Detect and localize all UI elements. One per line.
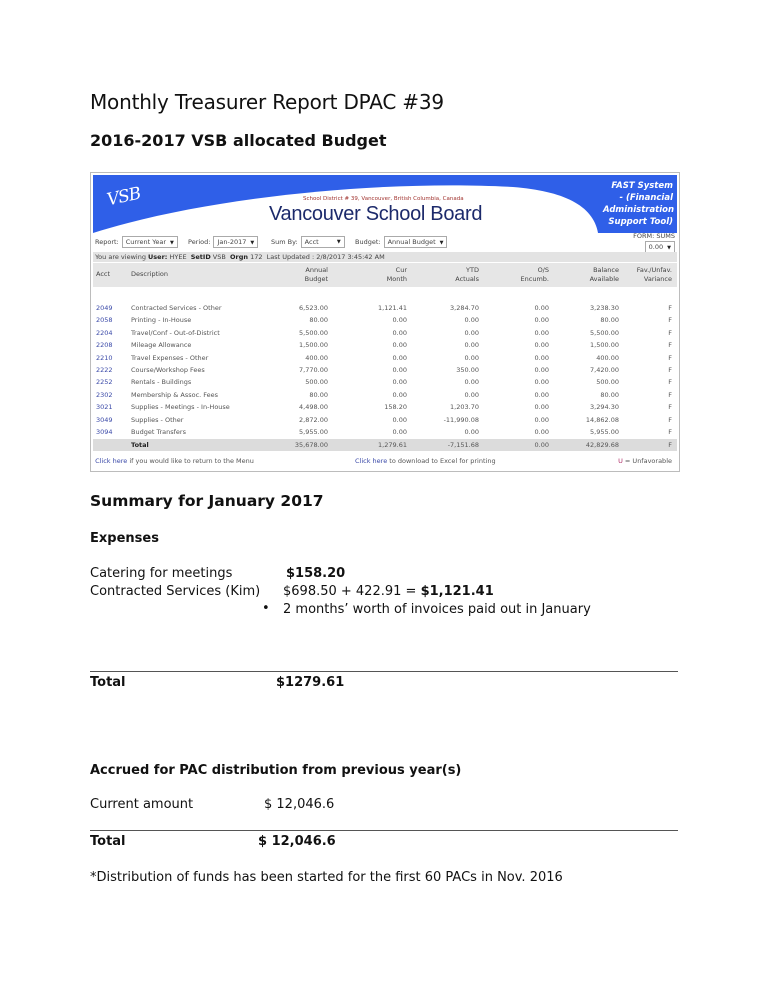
col-os-encumb: O/S Encumb.: [520, 266, 549, 283]
cell-os: 0.00: [534, 304, 549, 312]
acct-link[interactable]: 2049: [96, 304, 113, 312]
cell-desc: Supplies - Other: [131, 415, 184, 424]
cell-bal: 14,862.08: [585, 415, 619, 424]
cell-fav: F: [668, 415, 672, 424]
cell-ytd: 1,203.70: [450, 403, 479, 412]
cell-desc: Membership & Assoc. Fees: [131, 390, 219, 399]
acct-link[interactable]: 2058: [96, 316, 113, 325]
cell-desc: Course/Workshop Fees: [131, 366, 205, 374]
cell-fav: F: [668, 378, 672, 387]
cell-ab: 1,500.00: [299, 341, 328, 350]
acct-link[interactable]: 2252: [96, 378, 113, 387]
expenses-heading: Expenses: [90, 531, 159, 546]
col-cur-month: Cur Month: [386, 266, 407, 283]
cell-bal: 400.00: [596, 353, 619, 362]
cell-bal: 3,294.30: [590, 403, 619, 412]
contracted-calc: $698.50 + 422.91 = $1,121.41: [283, 584, 494, 599]
cell-bal: 5,500.00: [590, 328, 619, 337]
acct-link[interactable]: 2222: [96, 366, 113, 374]
cell-os: 0.00: [534, 341, 549, 350]
cell-bal: 5,955.00: [590, 428, 619, 436]
cell-ytd: 0.00: [464, 316, 479, 325]
acct-link[interactable]: 3021: [96, 403, 113, 412]
cell-desc: Contracted Services - Other: [131, 304, 222, 312]
cell-ytd: 0.00: [464, 341, 479, 350]
table-header: [93, 263, 677, 287]
acct-link[interactable]: 2210: [96, 353, 113, 362]
cell-ab: 5,955.00: [299, 428, 328, 436]
period-select[interactable]: Jan-2017 ▼: [213, 236, 258, 248]
accrued-total-label: Total: [90, 834, 126, 849]
cell-os: 0.00: [534, 403, 549, 412]
cell-ab: 400.00: [305, 353, 328, 362]
acct-link[interactable]: 3049: [96, 415, 113, 424]
vsb-banner: [93, 175, 677, 233]
cell-ytd: 350.00: [456, 366, 479, 374]
dropdown-arrow-icon: ▼: [250, 240, 255, 246]
cell-desc: Supplies - Meetings - In-House: [131, 403, 230, 412]
cell-ytd: 0.00: [464, 328, 479, 337]
cell-os: 0.00: [534, 316, 549, 325]
form-select[interactable]: 0.00 ▼: [645, 241, 675, 253]
cell-fav: F: [668, 341, 672, 350]
acct-link[interactable]: 2208: [96, 341, 113, 350]
summary-heading: Summary for January 2017: [90, 492, 324, 510]
cell-fav: F: [668, 403, 672, 412]
total-row: Total 35,678.00 1,279.61 -7,151.68 0.00 42,829.68 F: [93, 439, 677, 451]
cell-os: 0.00: [534, 428, 549, 436]
cell-ytd: 3,284.70: [450, 304, 479, 312]
table-footer: Click here if you would like to return to the Menu Click here to download to Excel for printing U = Unfavorable: [95, 457, 672, 465]
vsb-logo: VSB: [105, 183, 143, 211]
table-row: [93, 327, 677, 339]
accrued-total-value: $ 12,046.6: [258, 834, 336, 849]
document-title: Monthly Treasurer Report DPAC #39: [90, 90, 444, 114]
current-amount-label: Current amount: [90, 797, 194, 812]
table-row: [93, 302, 677, 314]
cell-cm: 0.00: [392, 341, 407, 350]
cell-cm: 0.00: [392, 316, 407, 325]
cell-bal: 80.00: [600, 316, 619, 325]
divider: [90, 671, 678, 672]
cell-ab: 7,770.00: [299, 366, 328, 374]
table-row: [93, 339, 677, 351]
district-line: School District # 39, Vancouver, British Columbia, Canada: [303, 196, 464, 202]
cell-fav: F: [668, 366, 672, 374]
budget-select[interactable]: Annual Budget ▼: [384, 236, 448, 248]
col-balance: Balance Available: [589, 266, 619, 283]
table-row: [93, 389, 677, 401]
invoice-note: 2 months’ worth of invoices paid out in January: [283, 602, 591, 617]
viewing-info-bar: You are viewing User: HYEE SetID VSB Orgn 172 Last Updated : 2/8/2017 3:45:42 AM: [93, 252, 677, 262]
report-controls: [93, 233, 677, 249]
cell-ab: 5,500.00: [299, 328, 328, 337]
cell-os: 0.00: [534, 415, 549, 424]
cell-fav: F: [668, 428, 672, 436]
cell-cm: 0.00: [392, 390, 407, 399]
cell-desc: Printing - In-House: [131, 316, 192, 325]
cell-cm: 0.00: [392, 378, 407, 387]
col-ytd-actuals: YTD Actuals: [455, 266, 479, 283]
cell-ytd: 0.00: [464, 428, 479, 436]
document-subtitle: 2016-2017 VSB allocated Budget: [90, 131, 387, 150]
cell-cm: 0.00: [392, 366, 407, 374]
current-amount-value: $ 12,046.6: [264, 797, 335, 812]
acct-link[interactable]: 2302: [96, 390, 113, 399]
cell-fav: F: [668, 390, 672, 399]
cell-fav: F: [668, 328, 672, 337]
cell-os: 0.00: [534, 366, 549, 374]
table-row: [93, 314, 677, 326]
cell-ab: 80.00: [309, 316, 328, 325]
dropdown-arrow-icon: ▼: [439, 240, 444, 246]
fast-system-label: FAST System - (Financial Administration Support Tool): [603, 181, 675, 227]
unfavorable-legend: U = Unfavorable: [618, 457, 672, 465]
dropdown-arrow-icon: ▼: [667, 245, 671, 251]
table-row: [93, 401, 677, 413]
dropdown-arrow-icon: ▼: [170, 240, 174, 246]
period-control: Period: Jan-2017 ▼: [188, 236, 258, 248]
cell-bal: 7,420.00: [590, 366, 619, 374]
table-row: [93, 364, 677, 376]
cell-desc: Rentals - Buildings: [131, 378, 192, 387]
cell-os: 0.00: [534, 378, 549, 387]
cell-desc: Mileage Allowance: [131, 341, 192, 350]
menu-link[interactable]: Click here: [95, 457, 128, 465]
cell-bal: 3,238.30: [590, 304, 619, 312]
cell-ytd: 0.00: [464, 390, 479, 399]
distribution-footnote: *Distribution of funds has been started for the first 60 PACs in Nov. 2016: [90, 870, 563, 885]
cell-cm: 158.20: [384, 403, 407, 412]
cell-bal: 80.00: [600, 390, 619, 399]
table-row: [93, 414, 677, 426]
cell-ab: 4,498.00: [299, 403, 328, 412]
cell-ytd: 0.00: [464, 378, 479, 387]
cell-bal: 500.00: [596, 378, 619, 387]
cell-ab: 6,523.00: [299, 304, 328, 312]
report-select[interactable]: Current Year ▼: [122, 236, 178, 248]
cell-fav: F: [668, 353, 672, 362]
acct-link[interactable]: 3094: [96, 428, 113, 436]
report-control: Report: Current Year ▼: [95, 236, 178, 248]
budget-screenshot: [90, 172, 680, 472]
table-row: [93, 426, 677, 438]
cell-ytd: -11,990.08: [443, 415, 479, 424]
excel-link[interactable]: Click here: [355, 457, 388, 465]
cell-os: 0.00: [534, 390, 549, 399]
sumby-select[interactable]: Acct ▼: [301, 236, 345, 248]
bullet-icon: •: [262, 601, 270, 616]
cell-desc: Budget Transfers: [131, 428, 186, 436]
cell-desc: Travel/Conf - Out-of-District: [131, 328, 220, 337]
cell-fav: F: [668, 316, 672, 325]
cell-ab: 80.00: [309, 390, 328, 399]
cell-cm: 0.00: [392, 428, 407, 436]
org-name: Vancouver School Board: [269, 203, 483, 225]
cell-ytd: 0.00: [464, 353, 479, 362]
acct-link[interactable]: 2204: [96, 328, 113, 337]
cell-cm: 1,121.41: [378, 304, 407, 312]
budget-control: Budget: Annual Budget ▼: [355, 236, 447, 248]
expenses-total-value: $1279.61: [276, 675, 345, 690]
cell-cm: 0.00: [392, 328, 407, 337]
cell-desc: Travel Expenses - Other: [131, 353, 209, 362]
sumby-control: Sum By: Acct ▼: [271, 236, 345, 248]
cell-os: 0.00: [534, 328, 549, 337]
dropdown-arrow-icon: ▼: [336, 239, 341, 245]
cell-ab: 2,872.00: [299, 415, 328, 424]
expenses-total-label: Total: [90, 675, 126, 690]
table-row: [93, 352, 677, 364]
col-description: Description: [131, 270, 169, 278]
cell-cm: 0.00: [392, 415, 407, 424]
cell-os: 0.00: [534, 353, 549, 362]
table-row: [93, 376, 677, 388]
col-acct: Acct: [96, 270, 111, 278]
cell-cm: 0.00: [392, 353, 407, 362]
divider: [90, 830, 678, 831]
catering-value: $158.20: [286, 566, 346, 581]
form-sums: FORM: SUMS 0.00 ▼: [633, 232, 675, 251]
cell-fav: F: [668, 304, 672, 312]
contracted-label: Contracted Services (Kim): [90, 584, 261, 599]
col-annual-budget: Annual Budget: [304, 266, 328, 283]
accrued-heading: Accrued for PAC distribution from previous year(s): [90, 763, 462, 778]
cell-ab: 500.00: [305, 378, 328, 387]
col-variance: Fav./Unfav. Variance: [636, 266, 672, 283]
catering-label: Catering for meetings: [90, 566, 233, 581]
cell-bal: 1,500.00: [590, 341, 619, 350]
